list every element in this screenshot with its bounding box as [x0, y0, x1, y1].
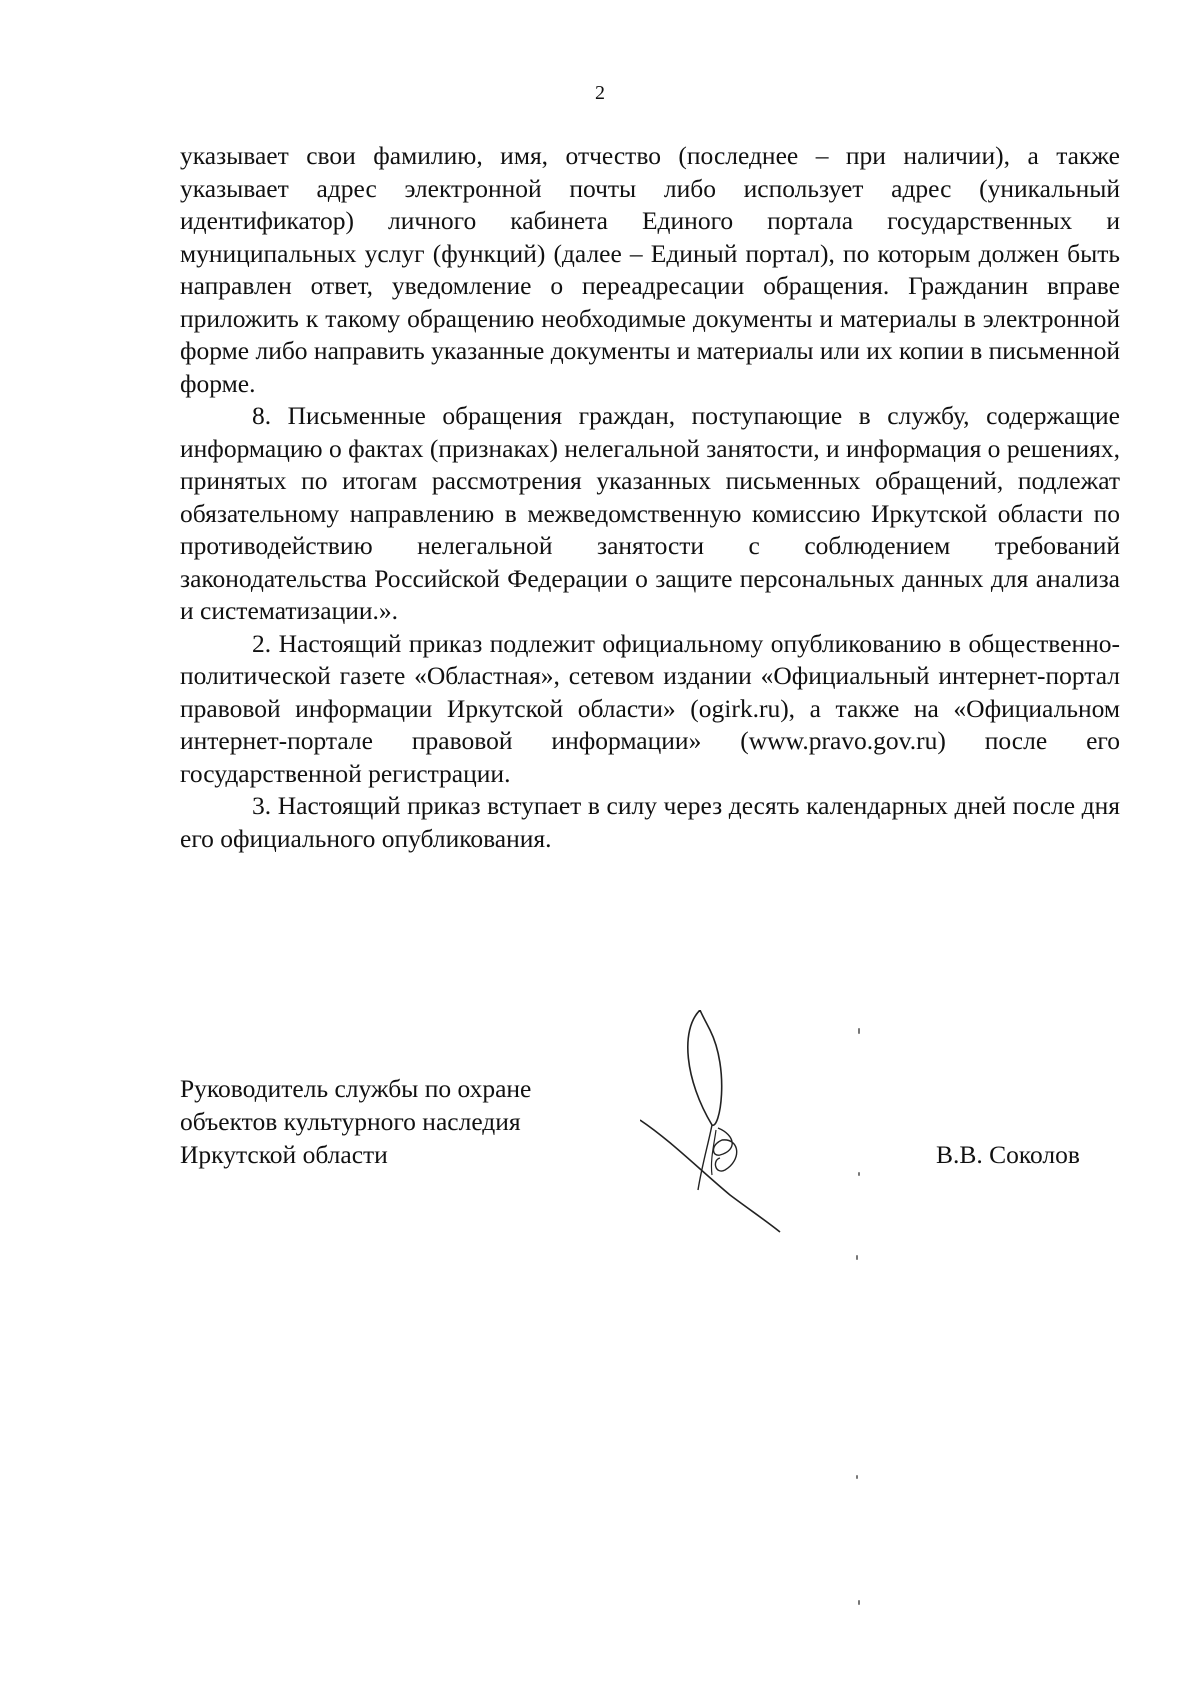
scan-speck — [858, 1600, 860, 1605]
paragraph-continuation: указывает свои фамилию, имя, отчество (последнее – при наличии), а также указывает адрес электронной почты либо использует адрес (уникальный идентификатор) личного кабинета Единого портала государственных и муниципальных услуг (функций) (далее – Единый портал), по которым должен быть направлен ответ, уведомление о переадресации обращения. Гражданин вправе приложить к такому обращению необходимые документы и материалы в электронной форме либо направить указанные документы и материалы или их копии в письменной форме. — [180, 141, 1121, 398]
paragraph-item-8: 8. Письменные обращения граждан, поступающие в службу, содержащие информацию о фактах (признаках) нелегальной занятости, и информация о решениях, принятых по итогам рассмотрения указанных письменных обращений, подлежат обязательному направлению в межведомственную комиссию Иркутской области по противодействию нелегальной занятости с соблюдением требований законодательства Российской Федерации о защите персональных данных для анализа и систематизации.». — [180, 401, 1120, 625]
signatory-name: В.В. Соколов — [936, 1140, 1080, 1169]
scan-speck — [856, 1475, 858, 1479]
document-body — [180, 140, 1120, 855]
signatory-position-line: Иркутской области — [180, 1140, 388, 1169]
scan-speck — [858, 1028, 860, 1034]
page-number: 2 — [595, 82, 605, 104]
signatory-position-line: Руководитель службы по охране — [180, 1074, 532, 1103]
handwritten-signature — [640, 1010, 800, 1240]
scan-speck — [858, 1172, 860, 1176]
paragraph-clause-3: 3. Настоящий приказ вступает в силу через десять календарных дней после дня его официального опубликования. — [180, 791, 1120, 853]
scan-speck — [856, 1255, 858, 1260]
paragraph-clause-2: 2. Настоящий приказ подлежит официальному опубликованию в общественно-политической газете «Областная», сетевом издании «Официальный интернет-портал правовой информации Иркутской области» (ogirk.ru), а также на «Официальном интернет-портале правовой информации» (www.pravo.gov.ru) после его государственной регистрации. — [180, 628, 1120, 788]
signatory-position — [180, 1072, 531, 1171]
signatory-position-line: объектов культурного наследия — [180, 1107, 521, 1136]
